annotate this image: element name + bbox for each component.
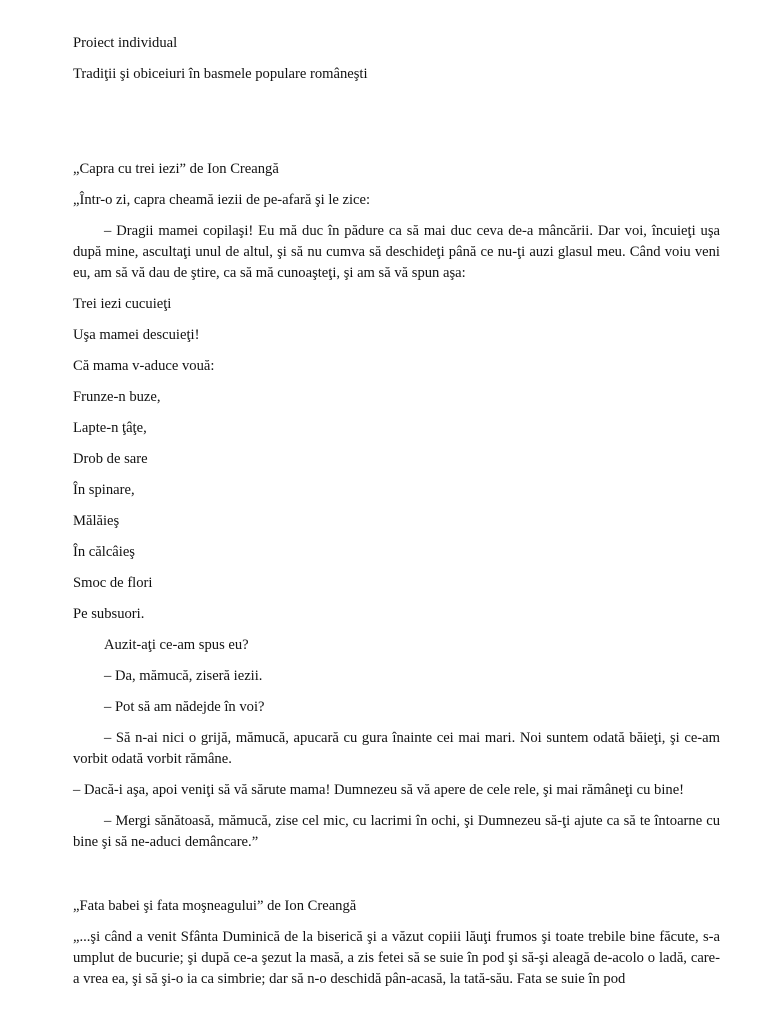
section-1-intro: „Într-o zi, capra cheamă iezii de pe-afară şi le zice: (73, 192, 371, 208)
verse-line: Frunze-n buze, (73, 389, 161, 405)
header-line-2: Tradiţii şi obiceiuri în basmele populare româneşti (73, 66, 368, 82)
verse-line: Drob de sare (73, 451, 148, 467)
verse-line: Smoc de flori (73, 575, 153, 591)
section-1-closing: – Mergi sănătoasă, mămucă, zise cel mic, cu lacrimi în ochi, şi Dumnezeu să-ţi ajute ca să te întoarne cu bine şi să ne-aduci demâncare.” (73, 813, 720, 850)
header-line-1: Proiect individual (73, 35, 178, 51)
mother-reply: – Dacă-i aşa, apoi veniţi să vă sărute mama! Dumnezeu să vă apere de cele rele, şi mai rămâneţi cu bine! (73, 782, 685, 798)
dialogue-line: – Să n-ai nici o grijă, mămucă, apucară cu gura înainte cei mai mari. Noi suntem odată băieţi, şi ce-am vorbit odată vorbit rămâne. (73, 730, 720, 767)
section-1-title: „Capra cu trei iezi” de Ion Creangă (73, 161, 279, 177)
dialogue-line: – Da, mămucă, ziseră iezii. (104, 668, 263, 684)
verse-line: Că mama v-aduce vouă: (73, 358, 215, 374)
spacer (73, 95, 720, 159)
verse-line: Lapte-n ţâţe, (73, 420, 147, 436)
dialogue-line: – Pot să am nădejde în voi? (104, 699, 265, 715)
verse-line: În spinare, (73, 482, 135, 498)
spacer (73, 863, 720, 896)
verse-line: Uşa mamei descuieţi! (73, 327, 200, 343)
verse-line: Trei iezi cucuieţi (73, 296, 172, 312)
verse-line: Mălăieş (73, 513, 120, 529)
dialogue-line: Auzit-aţi ce-am spus eu? (104, 637, 249, 653)
section-2-excerpt: „...şi când a venit Sfânta Duminică de la biserică şi a văzut copiii lăuţi frumos şi toate trebile bine făcute, s-a umplut de bucurie; şi după ce-a şezut la masă, a zis fetei să se suie în pod şi să-şi aleagă de-acolo o ladă, care-a vrea ea, şi să şi-o ia ca simbrie; dar să n-o deschidă pân-acasă, la tată-său. Fata se suie în pod (73, 929, 720, 987)
section-1-speech: – Dragii mamei copilaşi! Eu mă duc în pădure ca să mai duc ceva de-a mâncării. Dar voi, încuieţi uşa după mine, ascultaţi unul de altul, şi să nu cumva să deschideţi până ce nu-ţi auzi glasul meu. Când voiu veni eu, am să vă dau de ştire, ca să mă cunoaşteţi, şi am să vă spun aşa: (73, 223, 720, 281)
verse-line: Pe subsuori. (73, 606, 145, 622)
section-2-title: „Fata babei şi fata moşneagului” de Ion Creangă (73, 898, 357, 914)
verse-line: În călcâieş (73, 544, 135, 560)
